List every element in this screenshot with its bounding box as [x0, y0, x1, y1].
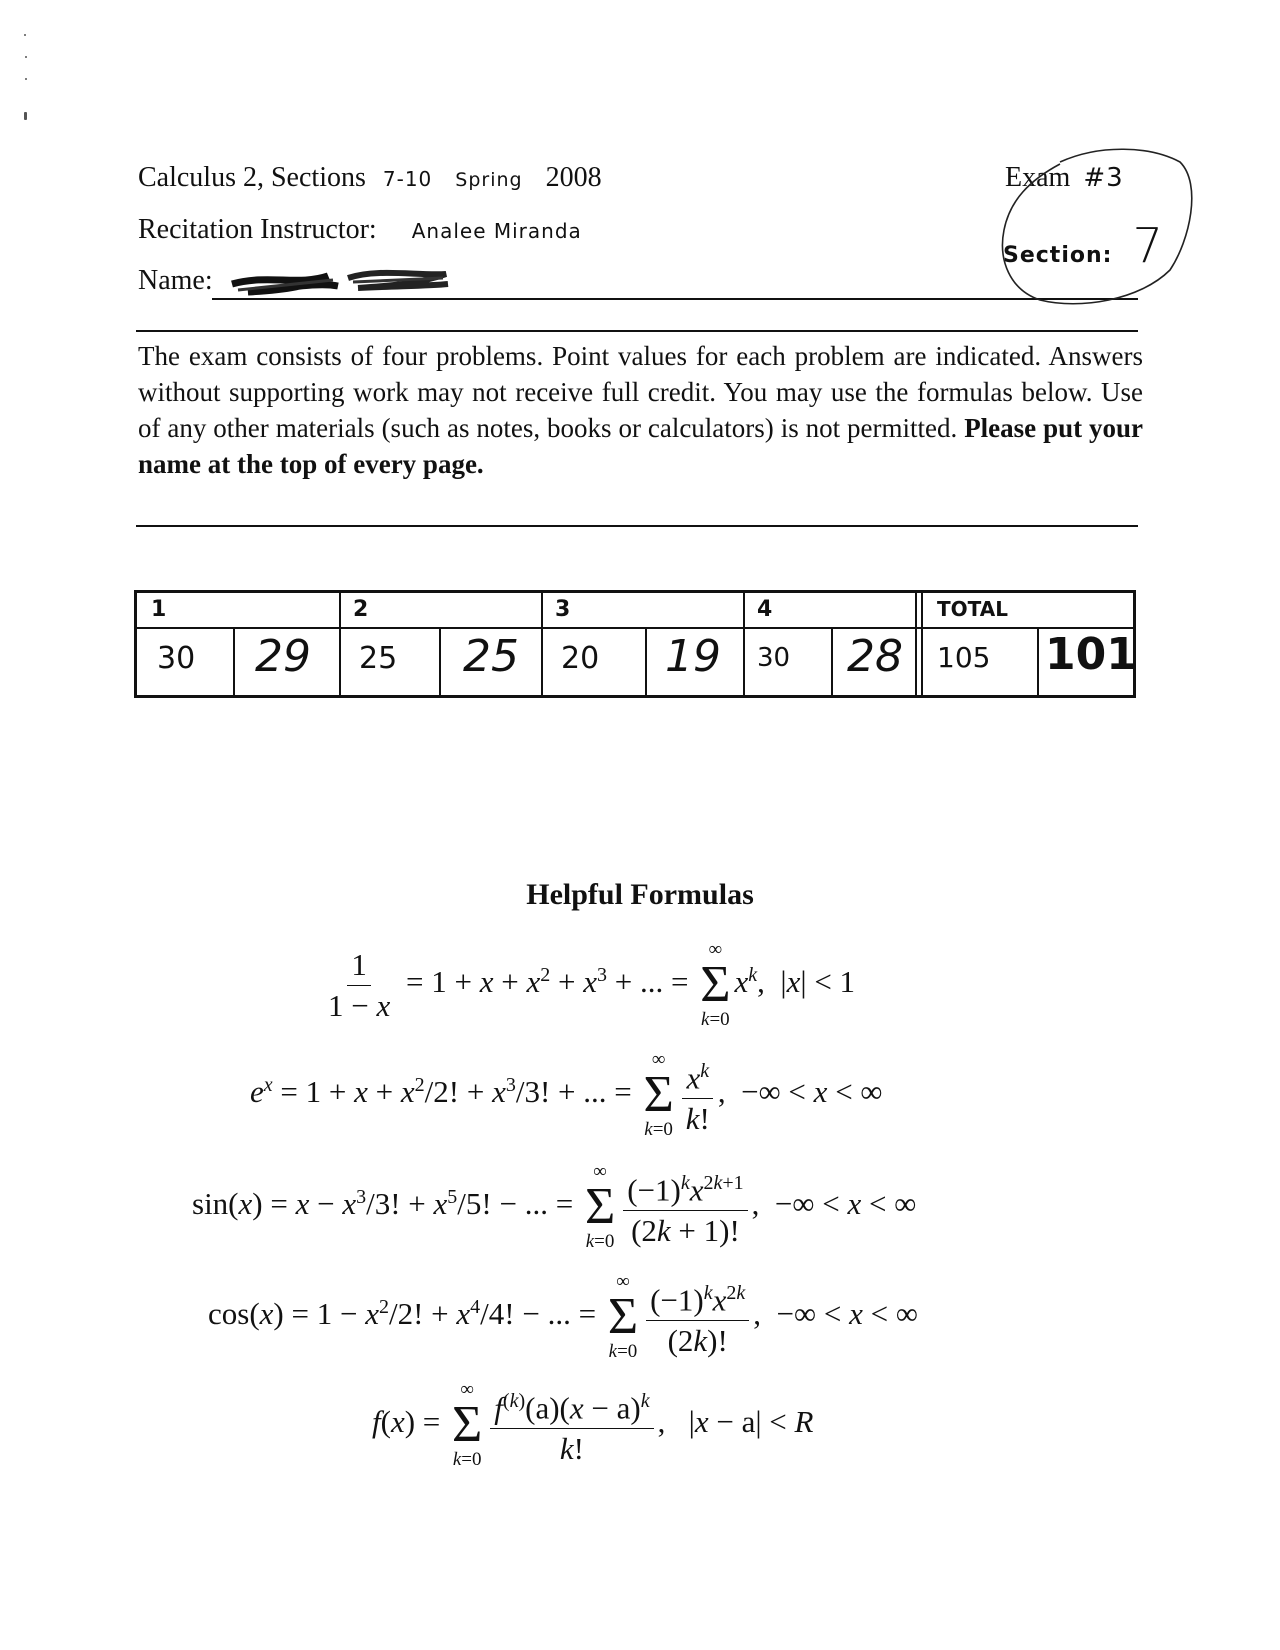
instructions-bold: Please put your name at the top of every page.: [138, 413, 1144, 479]
score-label-total: TOTAL: [937, 597, 1008, 621]
scan-speck: [25, 78, 27, 80]
score-cell-divider: [1037, 627, 1039, 695]
instructions: [138, 338, 1143, 482]
exam-label: Exam: [1005, 162, 1071, 193]
instructions-text: The exam consists of four problems. Point values for each problem are indicated. Answers without supporting work may not receive full credit. You may use the formulas below. Use of any other materials (such as notes, books or calculators) is not permitted.: [138, 341, 1143, 443]
score-label-1: 1: [151, 597, 167, 622]
score-earned-3: 19: [665, 631, 721, 682]
formulas-title: Helpful Formulas: [526, 878, 754, 911]
score-cell-divider: [831, 627, 833, 695]
section-value: 7: [1132, 218, 1164, 274]
score-possible-total: 105: [937, 641, 991, 674]
score-label-2: 2: [353, 597, 369, 622]
score-cell-divider: [439, 627, 441, 695]
score-cell-divider: [233, 627, 235, 695]
score-table-divider: [137, 627, 1133, 629]
instructor-label: Recitation Instructor:: [138, 214, 377, 245]
score-table: [134, 590, 1136, 698]
scan-speck: [24, 34, 26, 36]
course-sections: 7-10: [382, 167, 433, 191]
score-label-4: 4: [757, 597, 773, 622]
score-cell-divider: [645, 627, 647, 695]
exam-number: #3: [1083, 163, 1124, 193]
instructions-top-rule: [136, 330, 1138, 332]
scan-speck: [24, 112, 27, 120]
redacted-name-scribble: [228, 256, 468, 304]
formula-taylor-series: f(x) = ∞ Σ k=0 $\frac{f^{(k)}(a)(x - a)^k}{k!}$ , |x − a| < R: [372, 1379, 814, 1470]
instructor-line: [138, 214, 582, 246]
scan-speck: [25, 56, 27, 58]
name-label: Name:: [138, 265, 213, 296]
score-earned-4: 28: [847, 631, 903, 682]
course-year: 2008: [545, 162, 602, 193]
instructor-name: Analee Miranda: [411, 219, 582, 243]
section-label: Section:: [1003, 243, 1113, 268]
score-earned-total: 101: [1045, 629, 1137, 680]
formula-sine-series: $\sin(x) = x - x^3/3$! + $x^5/5$! − ... = ∞ Σ k=0 $\frac{(-1)^kx^{2k+1}}{(2k + 1)!}$ , −∞ < x < ∞: [192, 1161, 917, 1252]
score-possible-4: 30: [757, 643, 791, 673]
score-earned-2: 25: [463, 631, 519, 682]
formula-geometric-series: $\frac{1}{1 - x}$ = $1 + x + x^2 + x^3$ + ... = ∞ Σ k=0 $x^k$, |x| < 1: [328, 939, 856, 1030]
formula-cosine-series: $\cos(x) = 1 - x^2/2$! + $x^4/4$! − ... = ∞ Σ k=0 $\frac{(-1)^kx^{2k}}{(2k)!}$ , −∞ < x < ∞: [208, 1271, 918, 1362]
score-col-divider: [339, 593, 341, 695]
course-title: Calculus 2, Sections: [138, 162, 366, 193]
section-circle: [990, 140, 1210, 320]
score-earned-1: 29: [255, 631, 311, 682]
score-possible-3: 20: [561, 641, 600, 676]
score-col-divider: [541, 593, 543, 695]
score-possible-2: 25: [359, 641, 398, 676]
instructions-bottom-rule: [136, 525, 1138, 527]
course-line: [138, 162, 602, 194]
score-label-3: 3: [555, 597, 571, 622]
score-possible-1: 30: [157, 641, 196, 676]
course-term: Spring: [455, 169, 523, 191]
score-col-divider: [743, 593, 745, 695]
formula-exponential-series: $e^x = 1 + x + x^2/2$! + $x^3/3$! + ... = ∞ Σ k=0 $\frac{x^k}{k!}$ , −∞ < x < ∞: [250, 1049, 883, 1140]
score-col-divider: [915, 593, 917, 695]
score-col-divider: [921, 593, 923, 695]
